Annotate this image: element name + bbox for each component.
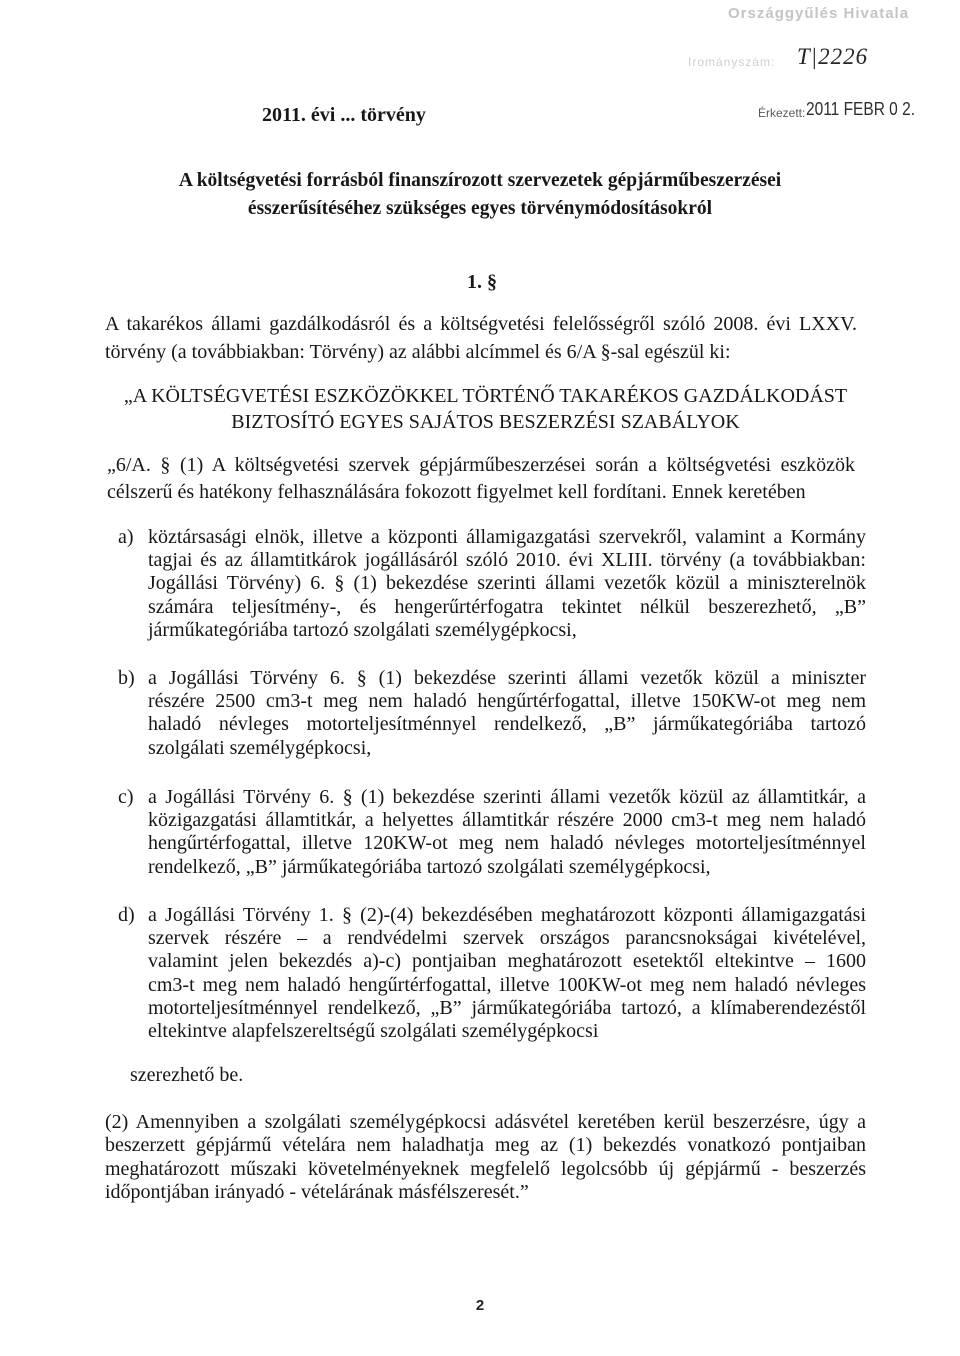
subtitle-line: BIZTOSÍTÓ EGYES SAJÁTOS BESZERZÉSI SZABÁLYOK: [231, 411, 740, 433]
list-item-d: [148, 904, 866, 1043]
list-item-c: [148, 786, 866, 879]
item-line: haladó névleges motorteljesítménnyel rendelkező, „B” járműkategóriába tartozó: [148, 713, 866, 736]
item-line: valamint jelen bekezdés a)-c) pontjaiban meghatározott esetektől eltekintve – 1600: [148, 950, 866, 973]
received-stamp: [680, 0, 935, 135]
stamp-registry-label: Irományszám:: [688, 55, 776, 69]
item-line: eltekintve alapfelszereltségű szolgálati személygépkocsi: [148, 1020, 599, 1043]
item-line: köztársasági elnök, illetve a központi államigazgatási szervekről, valamint a Kormány: [148, 526, 866, 548]
document-title-line: ésszerűsítéséhez szükséges egyes törvénymódosításokról: [247, 198, 713, 219]
item-line: a Jogállási Törvény 1. § (2)-(4) bekezdésében meghatározott központi államigazgatási: [148, 904, 866, 926]
item-label: d): [118, 904, 135, 926]
item-line: szervek részére – a rendvédelmi szervek országos parancsnokságai kivételével,: [148, 927, 866, 950]
item-line: számára teljesítmény-, és hengerűrtérfogatra tekintet nélkül beszerezhető, „B”: [148, 595, 866, 618]
closing-phrase: szerezhető be.: [130, 1064, 244, 1086]
item-line: járműkategóriába tartozó szolgálati személygépkocsi,: [148, 618, 577, 641]
item-line: tagjai és az államtitkárok jogállásáról szóló 2010. évi XLIII. törvény (a továbbiakban:: [148, 549, 866, 572]
paragraph-2: [105, 1111, 866, 1204]
subtitle-line: „A KÖLTSÉGVETÉSI ESZKÖZÖKKEL TÖRTÉNŐ TAKARÉKOS GAZDÁLKODÁST: [123, 385, 848, 407]
list-item-a: [148, 526, 866, 642]
stamp-registry-number: T|2226: [797, 44, 869, 69]
item-label: b): [118, 667, 135, 689]
paragraph-2-line: időpontjában irányadó - vételárának másfélszeresét.”: [105, 1180, 529, 1203]
item-line: részére 2500 cm3-t meg nem haladó hengűrtérfogattal, illetve 150KW-ot meg nem: [148, 690, 866, 713]
paragraph-2-line: beszerzett gépjármű vételára nem haladhatja meg az (1) bekezdés vonatkozó pontjaiban: [105, 1134, 866, 1157]
item-label: a): [118, 526, 134, 548]
stamp-received-date: 2011 FEBR 0 2.: [806, 99, 916, 119]
paragraph-1-line: célszerű és hatékony felhasználására fokozott figyelmet kell fordítani. Ennek keretében: [107, 481, 806, 503]
law-title: 2011. évi ... törvény: [262, 104, 426, 126]
item-line: szolgálati személygépkocsi,: [148, 736, 372, 759]
stamp-received-label: Érkezett:: [758, 106, 806, 120]
intro-line: törvény (a továbbiakban: Törvény) az alábbi alcímmel és 6/A §-sal egészül ki:: [105, 341, 731, 363]
item-label: c): [118, 786, 134, 808]
item-line: cm3-t meg nem haladó hengűrtérfogattal, illetve 100KW-ot meg nem haladó névleges: [148, 973, 866, 996]
paragraph-1-line: „6/A. § (1) A költségvetési szervek gépjárműbeszerzései során a költségvetési eszközök: [107, 454, 855, 476]
item-line: hengűrtérfogattal, illetve 120KW-ot meg nem haladó névleges motorteljesítménnyel: [148, 832, 866, 855]
section-heading: 1. §: [467, 271, 497, 293]
item-line: motorteljesítménnyel rendelkező, „B” járműkategóriába tartozó, a klímaberendezéstől: [148, 996, 866, 1019]
document-title-line: A költségvetési forrásból finanszírozott szervezetek gépjárműbeszerzései: [178, 170, 782, 191]
paragraph-2-line: meghatározott műszaki követelményeknek megfelelő legolcsóbb új gépjármű - beszerzés: [105, 1157, 866, 1180]
item-line: Jogállási Törvény) 6. § (1) bekezdése szerinti állami vezetők közül a miniszterelnök: [148, 572, 866, 595]
item-line: a Jogállási Törvény 6. § (1) bekezdése szerinti állami vezetők közül az államtitkár, a: [148, 786, 866, 808]
intro-line: A takarékos állami gazdálkodásról és a költségvetési felelősségről szóló 2008. évi LXXV.: [105, 313, 857, 335]
paragraph-2-line: (2) Amennyiben a szolgálati személygépkocsi adásvétel keretében kerül beszerzésre, úgy a: [105, 1111, 866, 1133]
list-item-b: [148, 667, 866, 760]
item-line: rendelkező, „B” járműkategóriába tartozó szolgálati személygépkocsi,: [148, 855, 711, 878]
item-line: közigazgatási államtitkár, a helyettes államtitkár részére 2000 cm3-t meg nem haladó: [148, 809, 866, 832]
page-number: 2: [475, 1297, 485, 1314]
item-line: a Jogállási Törvény 6. § (1) bekezdése szerinti állami vezetők közül a miniszter: [148, 667, 866, 689]
stamp-office-name: Országgyűlés Hivatala: [728, 5, 910, 22]
